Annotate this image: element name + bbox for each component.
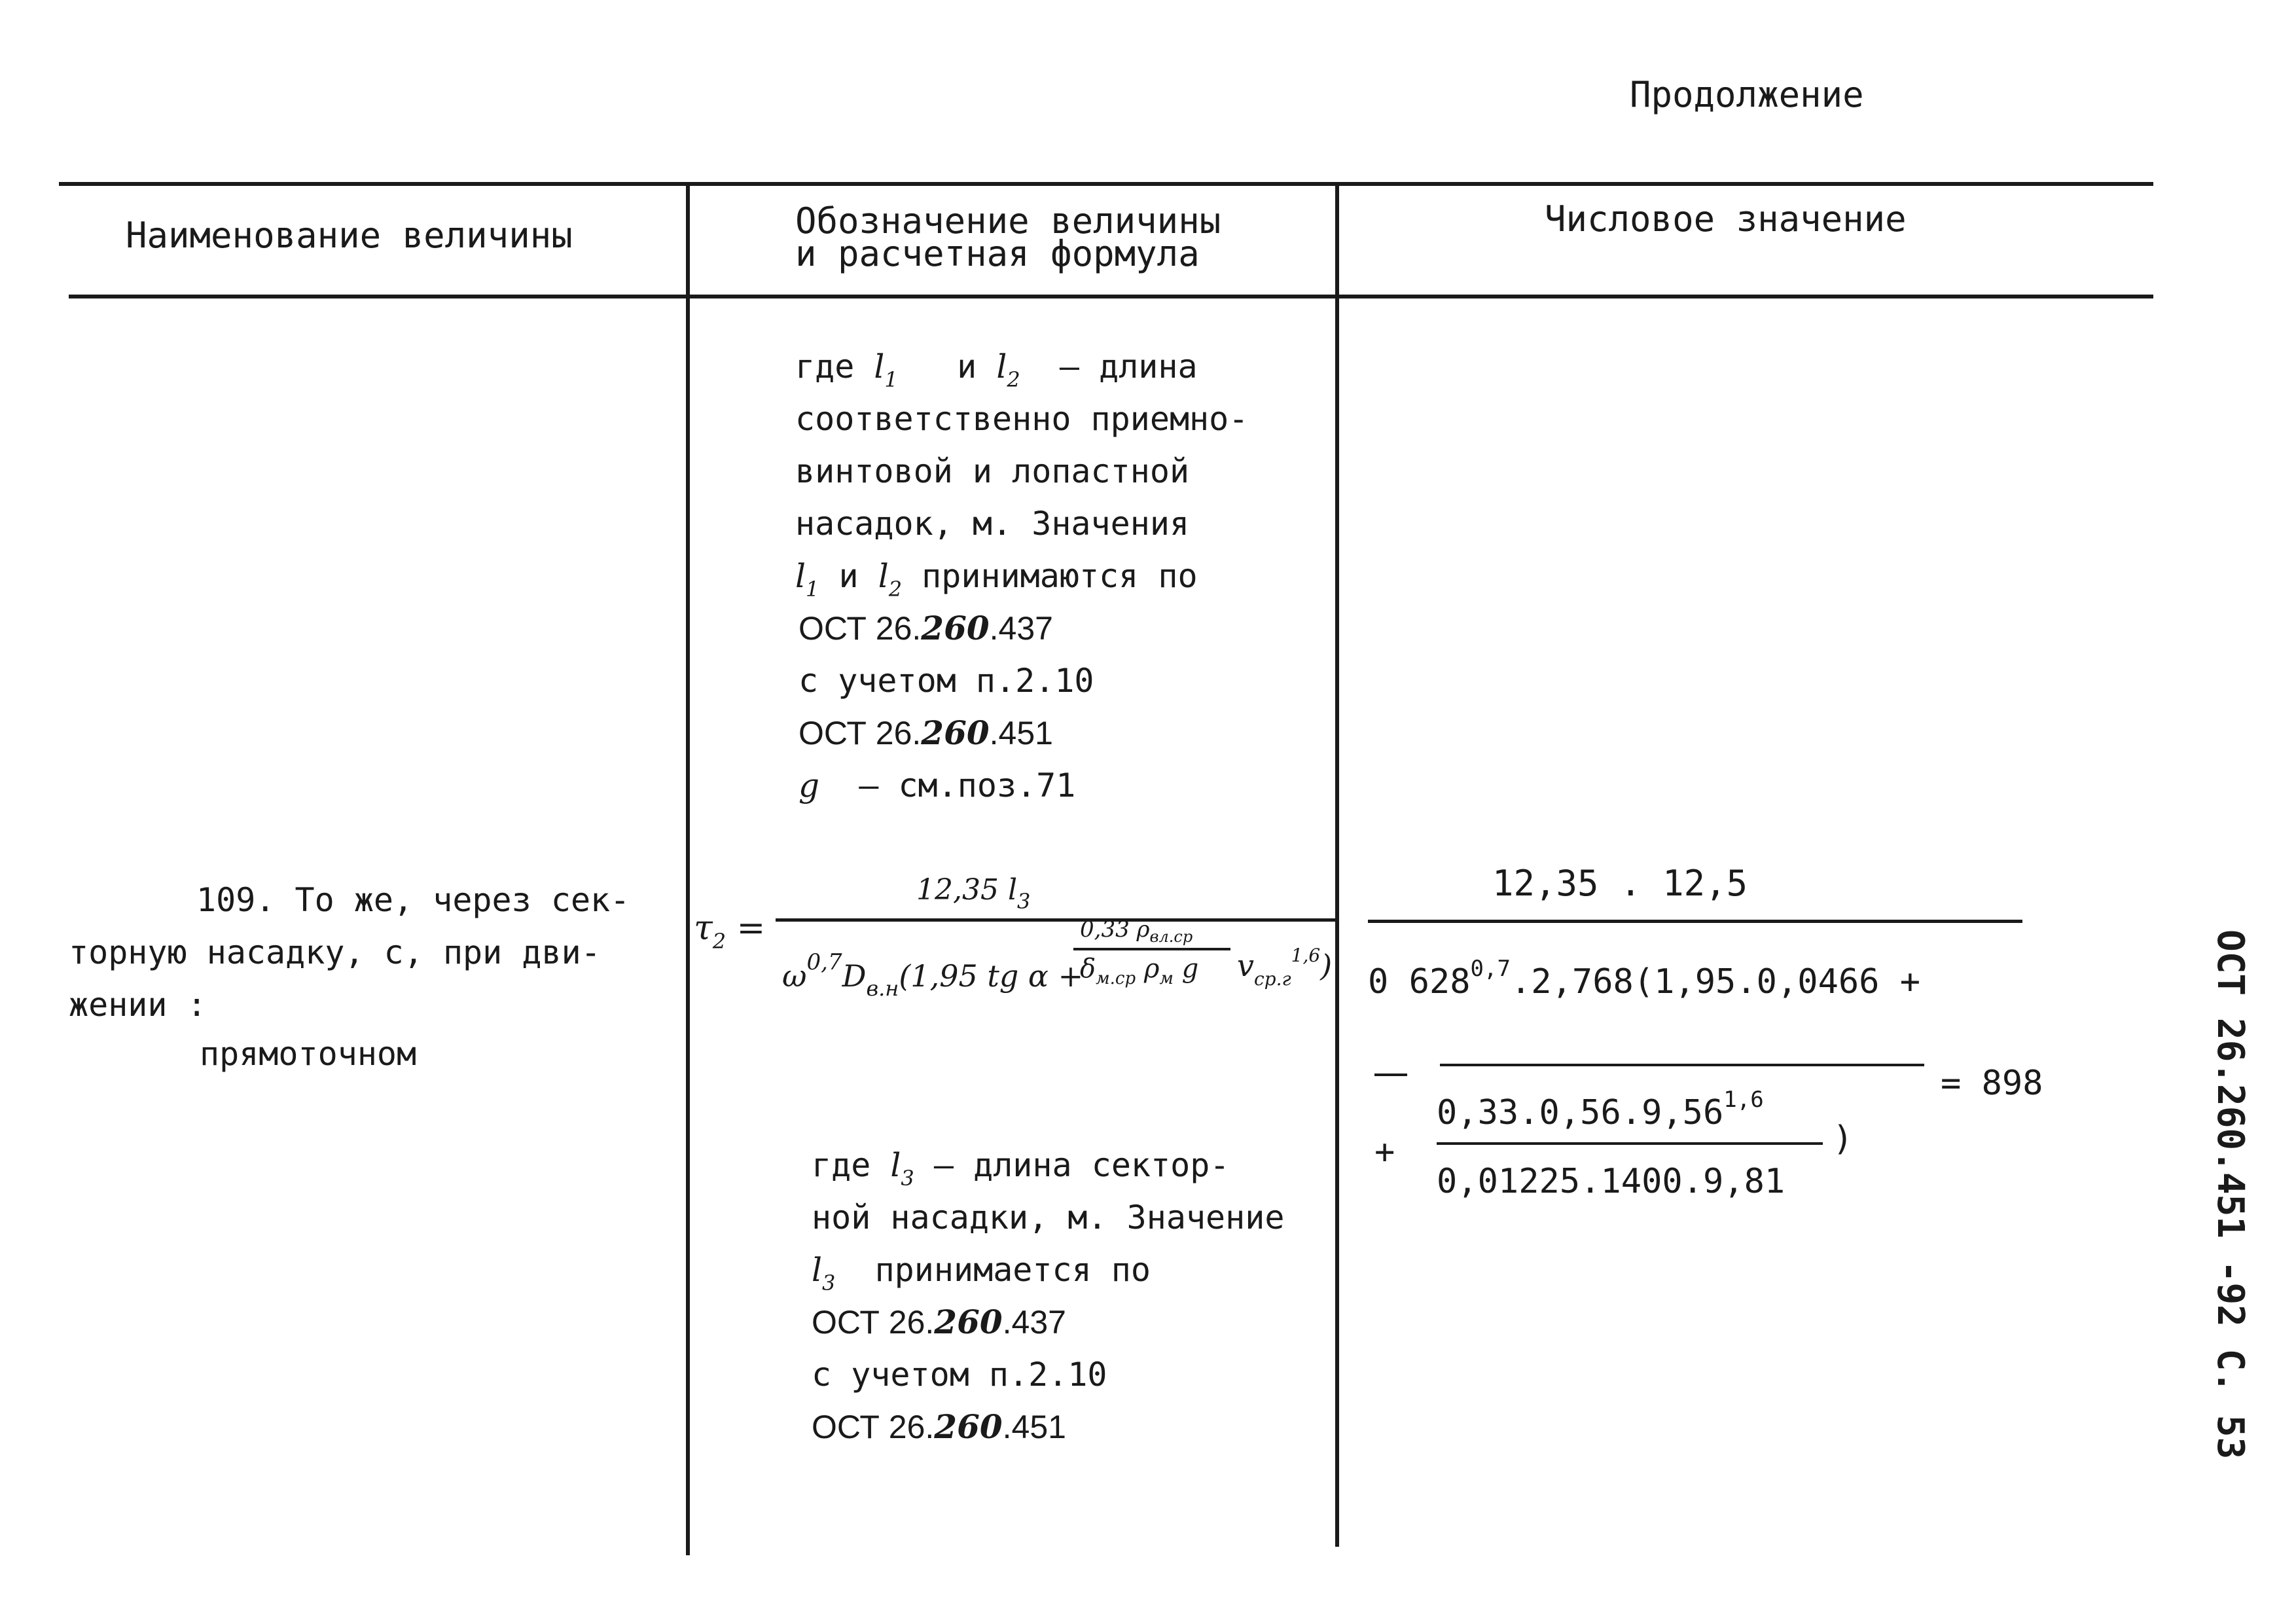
l3-index-2: 3	[822, 1271, 836, 1295]
where2-line2: ной насадки, м. Значение	[812, 1199, 1285, 1236]
inner-den-rho-index: м	[1159, 969, 1174, 988]
tau-symbol: τ	[694, 909, 713, 948]
where2-line1-tail: – длина сектор-	[933, 1146, 1230, 1184]
inner-den-rho: ρ	[1143, 954, 1160, 984]
numerator-index: 3	[1017, 889, 1031, 914]
numeric-main-fraction-bar	[1368, 920, 2022, 923]
numeric-inner-fraction-bar	[1437, 1142, 1823, 1145]
and-word-2: и	[838, 557, 859, 595]
l2-index: 2	[1007, 367, 1020, 392]
numeric-overline	[1440, 1064, 1924, 1066]
numeric-inner-num-exponent: 1,6	[1723, 1087, 1764, 1113]
inner-num-text: 0,33 ρ	[1080, 916, 1150, 943]
where2-ost1	[812, 1296, 1066, 1348]
numeric-den-base: 0 628	[1368, 962, 1471, 1001]
where1-ost1	[798, 602, 1053, 655]
l2-symbol: l	[996, 348, 1007, 386]
header-designation-line1: Обозначение величины	[795, 200, 1221, 242]
numeric-inner-numerator	[1437, 1074, 1764, 1139]
header-bottom-rule	[69, 295, 2153, 298]
tau-index: 2	[712, 929, 726, 954]
D-index: в.н	[866, 976, 899, 1001]
numeric-den-line1	[1368, 943, 1920, 1008]
equals-sign: =	[736, 909, 766, 948]
numeric-close-paren: )	[1833, 1119, 1854, 1159]
item109-line1: 109. То же, через сек-	[196, 881, 630, 919]
where1-line5-tail: принимаются по	[922, 557, 1198, 595]
ost-prefix: ОСТ 26.	[798, 610, 922, 647]
ost-handwritten-number: 260	[921, 609, 990, 647]
ost-handwritten-number: 260	[934, 1303, 1003, 1341]
inner-fraction-denominator	[1080, 952, 1198, 995]
omega-exponent: 0,7	[806, 949, 842, 975]
l3-symbol: l	[890, 1146, 901, 1184]
where-word: где	[812, 1146, 871, 1184]
v-exponent: 1,6	[1291, 945, 1321, 966]
v-index: ср.г	[1254, 968, 1291, 990]
where1-line7: с учетом п.2.10	[798, 662, 1094, 700]
numeric-inner-num-text: 0,33.0,56.9,56	[1437, 1093, 1724, 1132]
l2-symbol-2: l	[878, 557, 889, 595]
header-name: Наименование величины	[126, 215, 573, 256]
l3-index: 3	[901, 1166, 914, 1191]
formula-velocity	[1237, 929, 1332, 1005]
column-divider-2	[1335, 182, 1339, 1547]
ost-suffix: .451	[1002, 1409, 1066, 1445]
table-top-rule	[59, 182, 2153, 186]
formula-lhs	[694, 902, 765, 967]
denominator-open: (1,95 tg α +	[899, 958, 1084, 994]
continuation-label: Продолжение	[1630, 74, 1864, 115]
inner-den-g: g	[1181, 954, 1199, 984]
inner-den-delta-index: м.ср	[1096, 969, 1136, 988]
numeric-den-exponent: 0,7	[1470, 956, 1511, 982]
header-designation-line2: и расчетная формула	[795, 233, 1200, 274]
ost-prefix: ОСТ 26.	[798, 715, 922, 751]
l1-symbol-2: l	[795, 557, 806, 595]
header-numeric-value: Числовое значение	[1545, 198, 1907, 240]
item109-line2: торную насадку, с, при дви-	[69, 933, 601, 971]
l3-symbol-2: l	[812, 1251, 822, 1289]
l1-index: 1	[884, 367, 898, 392]
numeric-den-rest: .2,768(1,95.0,0466 +	[1510, 962, 1921, 1001]
where2-ost2	[812, 1401, 1066, 1453]
ost-suffix: .437	[1002, 1304, 1066, 1341]
ost-handwritten-number: 260	[934, 1407, 1003, 1446]
column-divider-1	[686, 182, 690, 1555]
ost-suffix: .437	[989, 610, 1053, 647]
numeric-numerator: 12,35 . 12,5	[1492, 863, 1748, 904]
inner-num-index: вл.ср	[1149, 928, 1193, 946]
where1-g-line	[798, 759, 1075, 812]
ost-prefix: ОСТ 26.	[812, 1409, 935, 1445]
inner-fraction-numerator	[1080, 916, 1193, 950]
where2-line5: с учетом п.2.10	[812, 1356, 1107, 1394]
ost-suffix: .451	[989, 715, 1053, 751]
inner-fraction-bar	[1073, 948, 1230, 950]
where-word: где	[795, 348, 855, 386]
item109-line3: жении :	[69, 986, 207, 1024]
numeric-inner-denominator: 0,01225.1400.9,81	[1437, 1162, 1785, 1201]
numeric-plus: +	[1374, 1132, 1395, 1172]
l1-index-2: 1	[806, 577, 819, 602]
numeric-dash	[1374, 1074, 1407, 1076]
denominator-close: )	[1320, 948, 1333, 983]
l2-index-2: 2	[888, 577, 903, 602]
where1-line1-tail: – длина	[1059, 348, 1198, 386]
v-symbol: v	[1237, 948, 1254, 983]
where1-line2: соответственно приемно-	[795, 400, 1249, 438]
side-document-label: ОСТ 26.260.451 -92 С. 53	[2209, 929, 2251, 1460]
formula-fraction-bar	[776, 918, 1335, 922]
ost-handwritten-number: 260	[921, 713, 990, 752]
g-line-tail: – см.поз.71	[859, 767, 1076, 804]
ost-prefix: ОСТ 26.	[812, 1304, 935, 1341]
where1-line4: насадок, м. Значения	[795, 505, 1190, 543]
omega-symbol: ω	[782, 958, 807, 994]
where2-line3-tail: принимается по	[874, 1251, 1151, 1289]
item109-line4: прямоточном	[200, 1035, 417, 1073]
numerator-text: 12,35 l	[916, 873, 1018, 907]
formula-denominator	[782, 936, 1083, 1015]
D-symbol: D	[842, 958, 867, 994]
inner-den-delta: δ	[1080, 954, 1096, 984]
l1-symbol: l	[874, 348, 885, 386]
numeric-result: = 898	[1941, 1064, 2043, 1103]
where1-line3: винтовой и лопастной	[795, 452, 1190, 490]
and-word: и	[957, 348, 977, 386]
g-symbol: g	[798, 767, 820, 804]
where1-ost2	[798, 707, 1053, 759]
